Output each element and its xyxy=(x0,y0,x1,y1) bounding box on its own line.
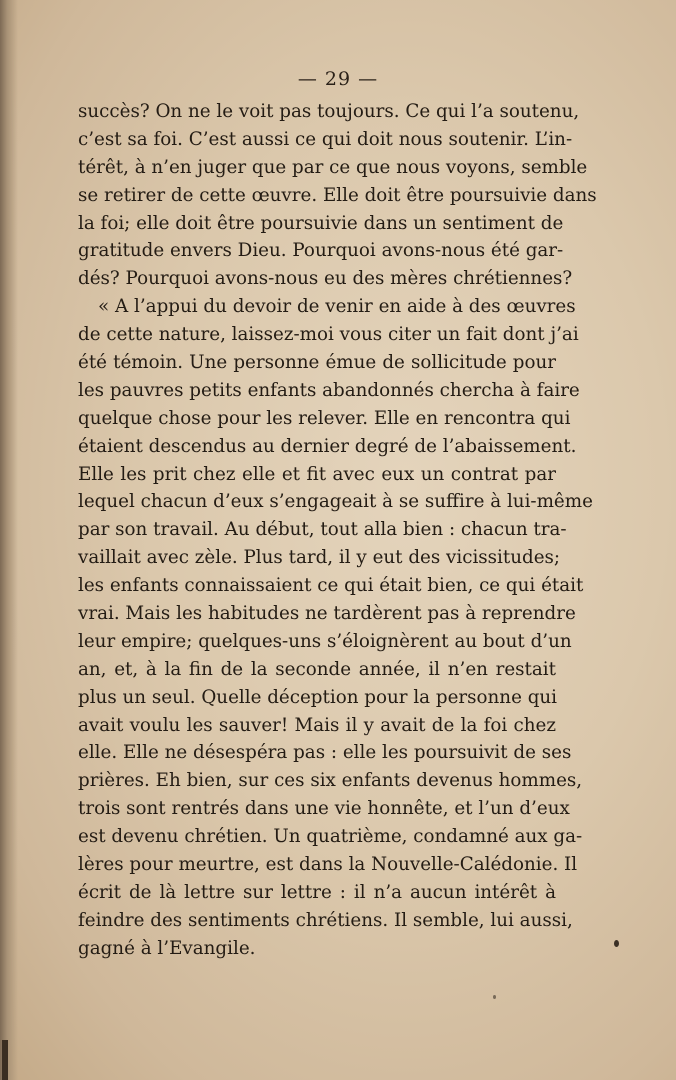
text-line: elle. Elle ne désespéra pas : elle les poursuivit de ses xyxy=(78,742,572,764)
text-line: quelque chose pour les relever. Elle en rencontra qui xyxy=(78,407,571,429)
text-line: les pauvres petits enfants abandonnés chercha à faire xyxy=(78,379,580,401)
text-line: se retirer de cette œuvre. Elle doit être poursuivie dans xyxy=(78,184,597,206)
text-line: c’est sa foi. C’est aussi ce qui doit nous soutenir. L’in- xyxy=(78,128,573,150)
text-line: an, et, à la fin de la seconde année, il n’en restait xyxy=(78,658,556,680)
text-line: la foi; elle doit être poursuivie dans un sentiment de xyxy=(78,212,564,234)
text-line: écrit de là lettre sur lettre : il n’a aucun intérêt à xyxy=(78,881,556,903)
text-line: lequel chacun d’eux s’engageait à se suffire à lui-même xyxy=(78,491,593,513)
text-line: succès? On ne le voit pas toujours. Ce qui l’a soutenu, xyxy=(78,101,580,122)
text-line: de cette nature, laissez-moi vous citer un fait dont j’ai xyxy=(78,324,579,346)
text-line: été témoin. Une personne émue de sollicitude pour xyxy=(78,352,556,374)
text-line: avait voulu les sauver! Mais il y avait de la foi chez xyxy=(78,714,556,736)
text-line: par son travail. Au début, tout alla bien : chacun tra- xyxy=(78,519,567,541)
text-line: dés? Pourquoi avons-nous eu des mères chrétiennes? xyxy=(78,268,573,290)
ink-speck xyxy=(614,940,619,947)
binding-mark xyxy=(2,1040,8,1080)
text-line: vaillait avec zèle. Plus tard, il y eut des vicissitudes; xyxy=(78,547,561,569)
text-line: leur empire; quelques-uns s’éloignèrent au bout d’un xyxy=(78,630,572,652)
text-line: « A l’appui du devoir de venir en aide à des œuvres xyxy=(98,296,576,318)
text-line: térêt, à n’en juger que par ce que nous voyons, semble xyxy=(78,156,588,178)
text-line: trois sont rentrés dans une vie honnête, et l’un d’eux xyxy=(78,798,570,820)
ink-speck xyxy=(493,995,496,999)
page-number: — 29 — xyxy=(297,68,379,90)
text-line: vrai. Mais les habitudes ne tardèrent pas à reprendre xyxy=(78,603,576,625)
text-line: les enfants connaissaient ce qui était bien, ce qui était xyxy=(78,575,584,597)
text-line: gagné à l’Evangile. xyxy=(78,937,256,959)
text-line: gratitude envers Dieu. Pourquoi avons-nous été gar- xyxy=(78,240,564,262)
binding-shadow xyxy=(0,0,18,1080)
text-line: plus un seul. Quelle déception pour la personne qui xyxy=(78,686,558,708)
text-line: prières. Eh bien, sur ces six enfants devenus hommes, xyxy=(78,770,583,792)
body-text xyxy=(78,98,597,963)
text-line: étaient descendus au dernier degré de l’abaissement. xyxy=(78,435,577,457)
text-line: lères pour meurtre, est dans la Nouvelle-Calédonie. Il xyxy=(78,854,578,876)
text-line: est devenu chrétien. Un quatrième, condamné aux ga- xyxy=(78,826,583,848)
text-line: feindre des sentiments chrétiens. Il semble, lui aussi, xyxy=(78,909,573,931)
text-line: Elle les prit chez elle et fit avec eux un contrat par xyxy=(78,463,556,485)
